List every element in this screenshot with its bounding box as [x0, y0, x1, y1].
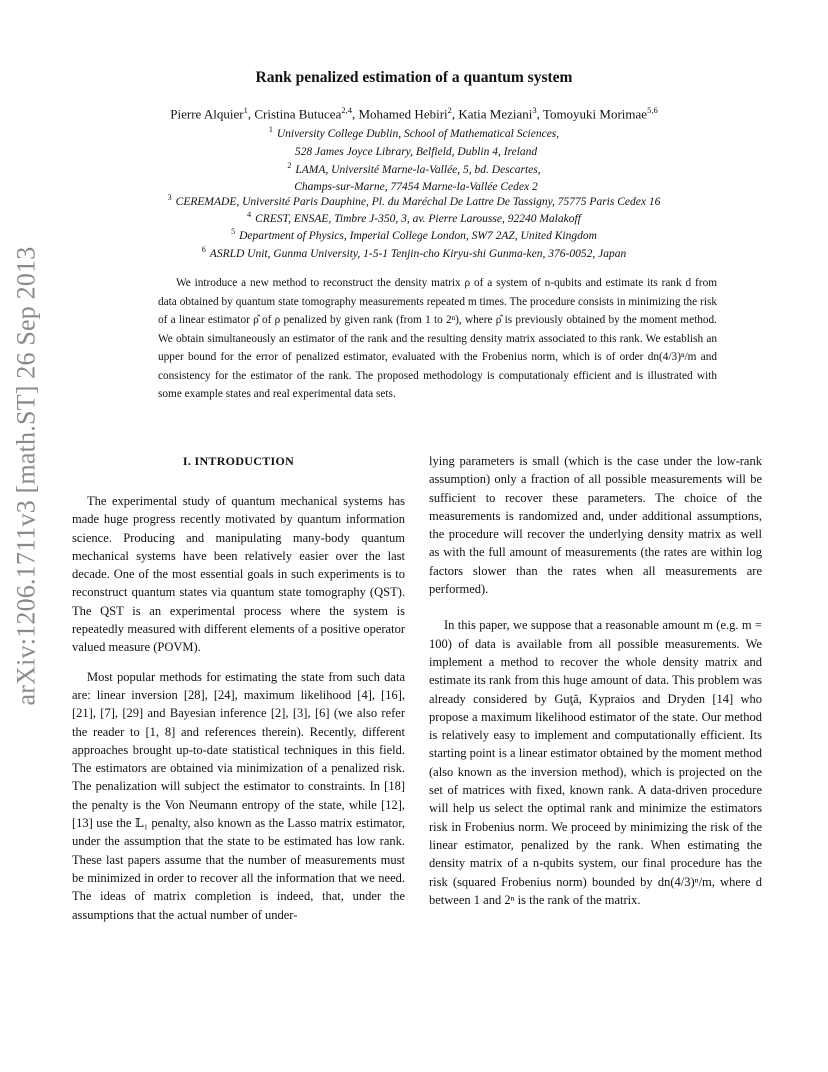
author-list: Pierre Alquier$^1$, Cristina Butucea$^{2,4}$, Mohamed Hebiri$^2$, Katia Meziani$^3$, Tomoyuki Morimae$^{5,6}$ [170, 105, 658, 122]
abstract: We introduce a new method to reconstruct the density matrix ρ of a system of n-qubits and estimate its rank d from data obtained by quantum state tomography measurements repeated m times. The procedure consists in minimizing the risk of a linear estimator ρ̂ of ρ penalized by given rank (from 1 to 2ⁿ), where ρ̂ is previously obtained by the moment method. We obtain simultaneously an estimator of the rank and the resulting density matrix associated to this rank. We establish an upper bound for the error of penalized estimator, evaluated with the Frobenius norm, which is of order dn(4/3)ⁿ/m and consistency for the estimator of the rank. The proposed methodology is computationaly efficient and is illustrated with some example states and real experimental data sets. [158, 277, 717, 400]
affiliation-line [0, 143, 828, 158]
affiliation-number: 1 [268, 125, 273, 134]
affiliation-number: 3 [167, 193, 172, 202]
author-name: Tomoyuki Morimae [542, 106, 648, 122]
author-affiliation-mark: 5,6 [647, 105, 658, 115]
body-paragraph: The experimental study of quantum mechanical systems has made huge progress recently motivated by quantum information science. Producing and manipulating many-body quantum mechanical systems have been relatively easier over the last decade. One of the most essential goals in such experiments is to reconstruct quantum states via quantum state tomography (QST). The QST is an experimental process where the system is repeatedly measured with different elements of a positive operator valued measure (POVM). [72, 494, 405, 655]
right-column [429, 452, 762, 920]
affiliation-text: LAMA, Université Marne-la-Vallée, 5, bd. Descartes, [295, 163, 541, 176]
affiliation-text: CREST, ENSAE, Timbre J-350, 3, av. Pierre Larousse, 92240 Malakoff [255, 212, 581, 225]
author-name: Pierre Alquier [170, 106, 244, 122]
author-affiliation-mark: 2 [447, 105, 452, 115]
arxiv-identifier-stamp [4, 246, 48, 706]
body-paragraph: Most popular methods for estimating the state from such data are: linear inversion [28], [24], maximum likelihood [4], [16], [21], [7], [29] and Bayesian inference [2], [3], [6] (we also refer the reader to [1, 8] and references therein). Recently, different approaches brought up-to-date statistical techniques in this field. The estimators are obtained via minimization of a penalized risk. The penalization will subject the estimator to constraints. In [18] the penalty is the Von Neumann entropy of the state, while [12], [13] use the 𝕃₁ penalty, also known as the Lasso matrix estimator, under the assumption that the state to be estimated has low rank. These last papers assume that the number of measurements must be minimized in order to recover all the information that we need. The ideas of matrix completion is indeed, that, under the assumptions that the actual number of under- [72, 669, 405, 922]
affiliation-line [0, 178, 828, 193]
affiliation-text: 528 James Joyce Library, Belfield, Dublin 4, Ireland [294, 145, 538, 158]
body-paragraph: lying parameters is small (which is the case under the low-rank assumption) only a fraction of all possible measurements will be sufficient to recover these parameters. The choice of the measurements is randomized and, under additional assumptions, the procedure will recover the underlying density matrix as well as with the full amount of measurements (the rates are within log factors slower than the rates when all measurements are performed). [429, 454, 762, 597]
affiliation-line [0, 193, 828, 208]
affiliation-number: 2 [287, 161, 292, 170]
author-name: Mohamed Hebiri [358, 106, 448, 122]
affiliation-text: Champs-sur-Marne, 77454 Marne-la-Vallée Cedex 2 [294, 180, 538, 193]
body-paragraph: In this paper, we suppose that a reasonable amount m (e.g. m = 100) of data is available from all possible measurements. We implement a method to recover the whole density matrix and estimate its rank from this huge amount of data. This problem was already considered by Guţă, Kypraios and Dryden [14] who propose a maximum likelihood estimator of the state. Our method is relatively easy to implement and computationally efficient. Its starting point is a linear estimator obtained by the moment method (also known as the inversion method), which is projected on the set of matrices with fixed, known rank. A data-driven procedure will help us select the optimal rank and minimize the estimators risk in Frobenius norm. We proceed by minimizing the risk of the linear estimator, penalized by the rank. When estimating the density matrix of a n-qubits system, our final procedure has the risk (squared Frobenius norm) bounded by dn(4/3)ⁿ/m, where d between 1 and 2ⁿ is the rank of the matrix. [429, 618, 762, 907]
affiliation-text: Department of Physics, Imperial College London, SW7 2AZ, United Kingdom [239, 229, 597, 242]
left-column [72, 452, 405, 935]
affiliation-number: 6 [201, 245, 206, 254]
author-affiliation-mark: 1 [243, 105, 248, 115]
arxiv-id-text: arXiv:1206.1711v3 [math.ST] 26 Sep 2013 [11, 246, 40, 706]
affiliation-number: 5 [231, 227, 236, 236]
affiliation-line [0, 245, 828, 260]
affiliation-text: ASRLD Unit, Gunma University, 1-5-1 Tenjin-cho Kiryu-shi Gunma-ken, 376-0052, Japan [209, 247, 627, 260]
author-name: Katia Meziani [458, 106, 533, 122]
paper-title: Rank penalized estimation of a quantum system [255, 69, 573, 86]
affiliation-text: CEREMADE, Université Paris Dauphine, Pl. du Maréchal De Lattre De Tassigny, 75775 Paris Cedex 16 [175, 195, 661, 208]
affiliation-line [0, 210, 828, 225]
affiliation-line [0, 161, 828, 176]
author-affiliation-mark: 3 [532, 105, 537, 115]
affiliation-number: 4 [247, 210, 252, 219]
author-name: Cristina Butucea [254, 106, 342, 122]
affiliation-line [0, 125, 828, 140]
author-affiliation-mark: 2,4 [341, 105, 352, 115]
section-heading: I. INTRODUCTION [182, 454, 295, 468]
affiliation-text: University College Dublin, School of Mathematical Sciences, [276, 127, 560, 140]
affiliation-line [0, 227, 828, 242]
